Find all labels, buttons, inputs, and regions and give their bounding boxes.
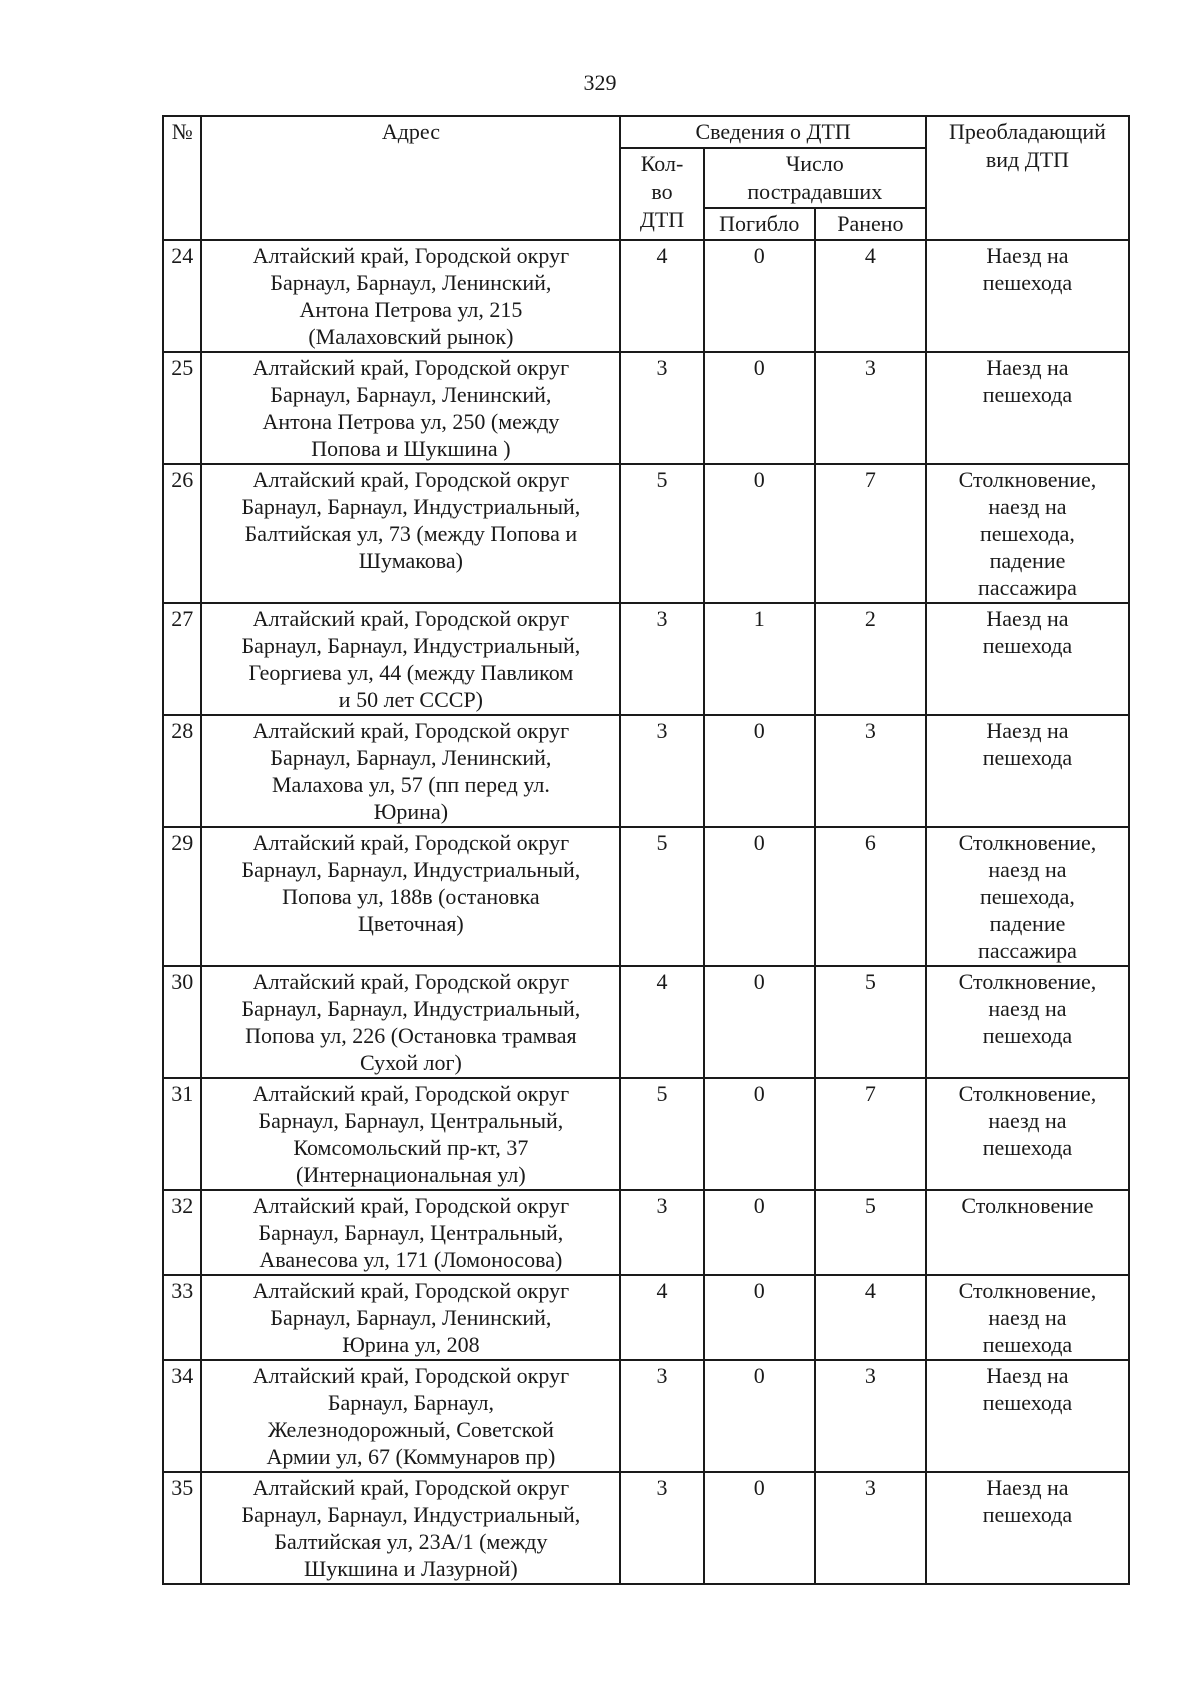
cell-type: Столкновение, наезд на пешехода, падение пассажира (926, 464, 1129, 603)
cell-address: Алтайский край, Городской округ Барнаул, Барнаул, Индустриальный, Попова ул, 226 (Остановка трамвая Сухой лог) (201, 966, 620, 1078)
cell-injured: 3 (815, 352, 926, 464)
cell-count: 4 (620, 1275, 703, 1360)
table-row (163, 240, 1129, 352)
table-row (163, 1472, 1129, 1584)
cell-killed: 0 (704, 1360, 815, 1472)
cell-address: Алтайский край, Городской округ Барнаул, Барнаул, Железнодорожный, Советской Армии ул, 67 (Коммунаров пр) (201, 1360, 620, 1472)
cell-count: 5 (620, 1078, 703, 1190)
cell-address: Алтайский край, Городской округ Барнаул, Барнаул, Индустриальный, Георгиева ул, 44 (между Павликом и 50 лет СССР) (201, 603, 620, 715)
cell-num: 34 (163, 1360, 201, 1472)
cell-killed: 0 (704, 240, 815, 352)
header-info: Сведения о ДТП (620, 116, 926, 148)
table-header (163, 116, 1129, 240)
header-address: Адрес (201, 116, 620, 240)
header-num: № (163, 116, 201, 240)
cell-count: 4 (620, 240, 703, 352)
cell-killed: 1 (704, 603, 815, 715)
cell-num: 30 (163, 966, 201, 1078)
table-row (163, 1360, 1129, 1472)
cell-num: 33 (163, 1275, 201, 1360)
cell-type: Столкновение, наезд на пешехода (926, 966, 1129, 1078)
cell-type: Наезд на пешехода (926, 1472, 1129, 1584)
cell-address: Алтайский край, Городской округ Барнаул, Барнаул, Индустриальный, Балтийская ул, 23А/1 (между Шукшина и Лазурной) (201, 1472, 620, 1584)
table-row (163, 352, 1129, 464)
cell-injured: 3 (815, 1472, 926, 1584)
cell-num: 25 (163, 352, 201, 464)
cell-injured: 7 (815, 464, 926, 603)
cell-num: 27 (163, 603, 201, 715)
cell-num: 29 (163, 827, 201, 966)
cell-num: 28 (163, 715, 201, 827)
cell-type: Наезд на пешехода (926, 352, 1129, 464)
cell-type: Столкновение, наезд на пешехода, падение пассажира (926, 827, 1129, 966)
cell-killed: 0 (704, 464, 815, 603)
cell-address: Алтайский край, Городской округ Барнаул, Барнаул, Ленинский, Антона Петрова ул, 215 (Малаховский рынок) (201, 240, 620, 352)
cell-count: 5 (620, 464, 703, 603)
table-row (163, 715, 1129, 827)
cell-killed: 0 (704, 1472, 815, 1584)
cell-address: Алтайский край, Городской округ Барнаул, Барнаул, Ленинский, Малахова ул, 57 (пп перед ул. Юрина) (201, 715, 620, 827)
cell-num: 24 (163, 240, 201, 352)
cell-address: Алтайский край, Городской округ Барнаул, Барнаул, Центральный, Комсомольский пр-кт, 37 (Интернациональная ул) (201, 1078, 620, 1190)
cell-address: Алтайский край, Городской округ Барнаул, Барнаул, Ленинский, Антона Петрова ул, 250 (между Попова и Шукшина ) (201, 352, 620, 464)
table-body (163, 240, 1129, 1584)
cell-type: Наезд на пешехода (926, 603, 1129, 715)
header-count: Кол- во ДТП (620, 148, 703, 240)
header-victims: Число пострадавших (704, 148, 926, 208)
cell-type: Столкновение (926, 1190, 1129, 1275)
cell-injured: 7 (815, 1078, 926, 1190)
cell-count: 3 (620, 352, 703, 464)
cell-num: 31 (163, 1078, 201, 1190)
accident-table (162, 115, 1130, 1585)
cell-count: 3 (620, 1360, 703, 1472)
cell-killed: 0 (704, 1275, 815, 1360)
cell-type: Столкновение, наезд на пешехода (926, 1078, 1129, 1190)
cell-address: Алтайский край, Городской округ Барнаул, Барнаул, Центральный, Аванесова ул, 171 (Ломоносова) (201, 1190, 620, 1275)
table-row (163, 966, 1129, 1078)
cell-killed: 0 (704, 715, 815, 827)
cell-killed: 0 (704, 352, 815, 464)
cell-injured: 3 (815, 715, 926, 827)
cell-injured: 6 (815, 827, 926, 966)
table-row (163, 1190, 1129, 1275)
cell-injured: 2 (815, 603, 926, 715)
table-row (163, 603, 1129, 715)
table-row (163, 827, 1129, 966)
cell-num: 32 (163, 1190, 201, 1275)
cell-address: Алтайский край, Городской округ Барнаул, Барнаул, Индустриальный, Балтийская ул, 73 (между Попова и Шумакова) (201, 464, 620, 603)
cell-num: 35 (163, 1472, 201, 1584)
cell-count: 3 (620, 1190, 703, 1275)
cell-type: Наезд на пешехода (926, 715, 1129, 827)
cell-address: Алтайский край, Городской округ Барнаул, Барнаул, Ленинский, Юрина ул, 208 (201, 1275, 620, 1360)
cell-address: Алтайский край, Городской округ Барнаул, Барнаул, Индустриальный, Попова ул, 188в (остановка Цветочная) (201, 827, 620, 966)
header-killed: Погибло (704, 208, 815, 240)
table-row (163, 1275, 1129, 1360)
cell-count: 5 (620, 827, 703, 966)
cell-killed: 0 (704, 1190, 815, 1275)
cell-injured: 5 (815, 1190, 926, 1275)
cell-type: Наезд на пешехода (926, 1360, 1129, 1472)
cell-killed: 0 (704, 827, 815, 966)
page-number: 329 (583, 70, 617, 95)
table-row (163, 1078, 1129, 1190)
header-type: Преобладающий вид ДТП (926, 116, 1129, 240)
cell-count: 4 (620, 966, 703, 1078)
cell-num: 26 (163, 464, 201, 603)
cell-count: 3 (620, 603, 703, 715)
cell-killed: 0 (704, 966, 815, 1078)
cell-count: 3 (620, 715, 703, 827)
table-row (163, 464, 1129, 603)
cell-count: 3 (620, 1472, 703, 1584)
cell-type: Столкновение, наезд на пешехода (926, 1275, 1129, 1360)
cell-injured: 4 (815, 1275, 926, 1360)
cell-injured: 3 (815, 1360, 926, 1472)
cell-killed: 0 (704, 1078, 815, 1190)
header-injured: Ранено (815, 208, 926, 240)
cell-injured: 5 (815, 966, 926, 1078)
cell-type: Наезд на пешехода (926, 240, 1129, 352)
cell-injured: 4 (815, 240, 926, 352)
